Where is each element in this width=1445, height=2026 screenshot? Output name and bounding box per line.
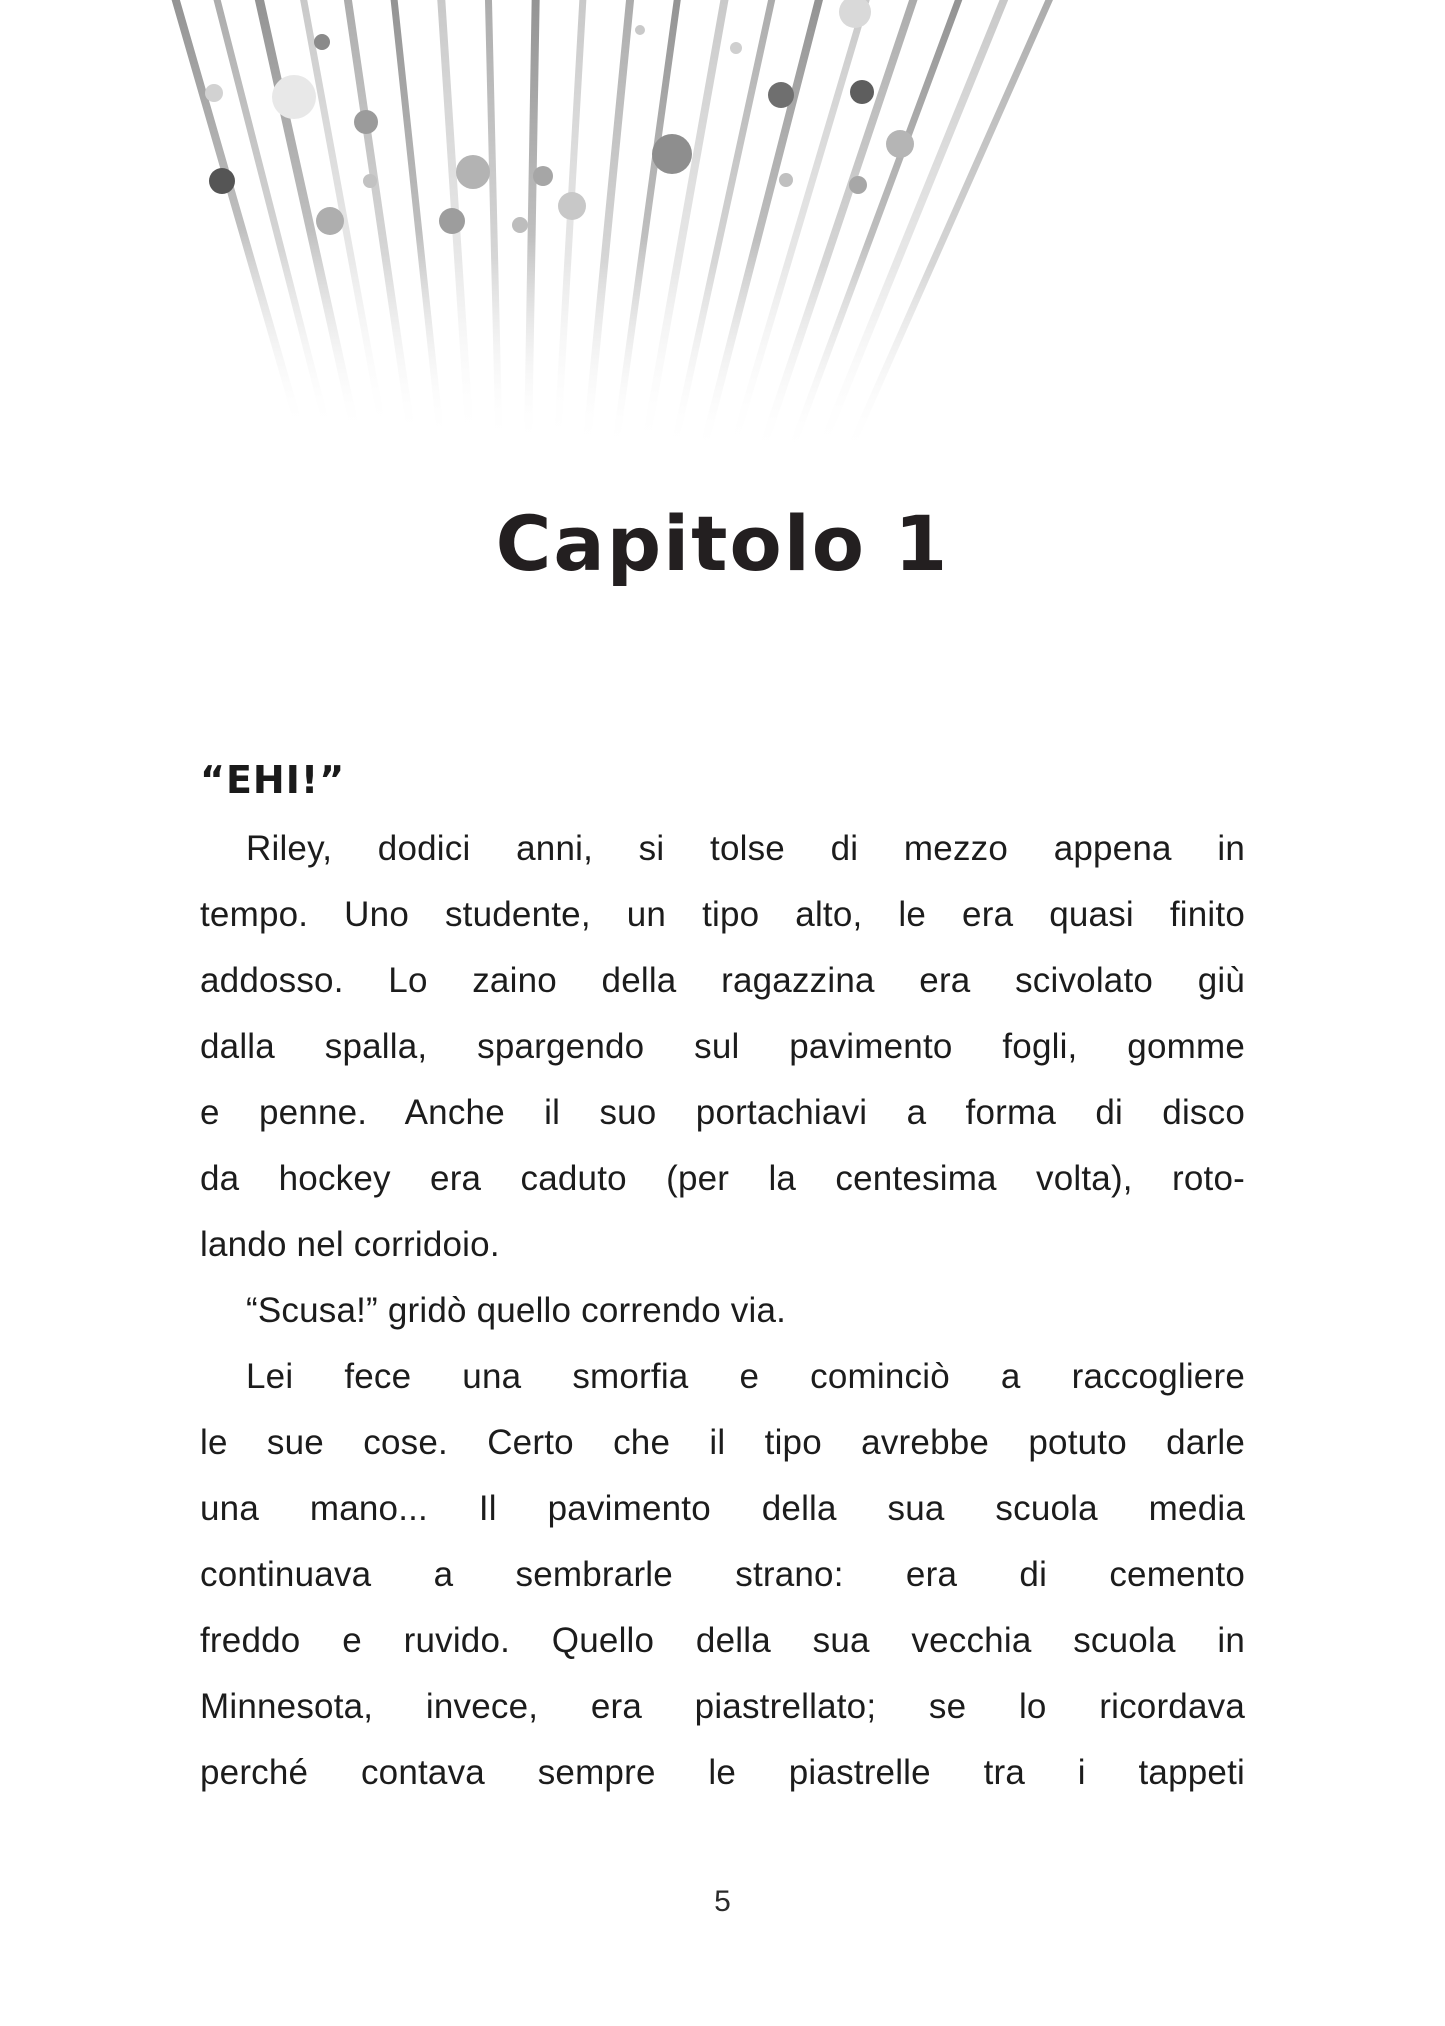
text-line: le sue cose. Certo che il tipo avrebbe potuto darle bbox=[200, 1422, 1245, 1462]
text-line: Lei fece una smorfia e cominciò a raccogliere bbox=[246, 1356, 1245, 1396]
text-line: freddo e ruvido. Quello della sua vecchia scuola in bbox=[200, 1620, 1245, 1660]
text-line: addosso. Lo zaino della ragazzina era scivolato giù bbox=[200, 960, 1245, 1000]
text-line: e penne. Anche il suo portachiavi a forma di disco bbox=[200, 1092, 1245, 1132]
text-line: una mano... Il pavimento della sua scuola media bbox=[200, 1488, 1245, 1528]
text-line: Riley, dodici anni, si tolse di mezzo appena in bbox=[246, 828, 1245, 868]
text-line: continuava a sembrarle strano: era di cemento bbox=[200, 1554, 1245, 1594]
text-line: “Scusa!” gridò quello correndo via. bbox=[246, 1290, 787, 1330]
opening-shout: “EHI!” bbox=[200, 758, 346, 802]
page-number: 5 bbox=[714, 1885, 731, 1918]
text-line: dalla spalla, spargendo sul pavimento fogli, gomme bbox=[200, 1026, 1245, 1066]
text-line: perché contava sempre le piastrelle tra i tappeti bbox=[200, 1752, 1245, 1792]
fan-line-group bbox=[170, 0, 1058, 456]
text-line: lando nel corridoio. bbox=[200, 1224, 500, 1264]
chapter-body bbox=[200, 760, 1245, 1806]
decorative-fan-header bbox=[0, 0, 1445, 470]
chapter-title: Capitolo 1 bbox=[495, 498, 950, 588]
text-line: Minnesota, invece, era piastrellato; se lo ricordava bbox=[200, 1686, 1245, 1726]
paragraph-2 bbox=[200, 1278, 1245, 1344]
paragraph-1 bbox=[200, 816, 1245, 1278]
fan-lines-graphic bbox=[0, 0, 1445, 470]
text-line: da hockey era caduto (per la centesima volta), roto- bbox=[200, 1158, 1245, 1198]
text-line: tempo. Uno studente, un tipo alto, le era quasi finito bbox=[200, 894, 1245, 934]
paragraph-3 bbox=[200, 1344, 1245, 1806]
